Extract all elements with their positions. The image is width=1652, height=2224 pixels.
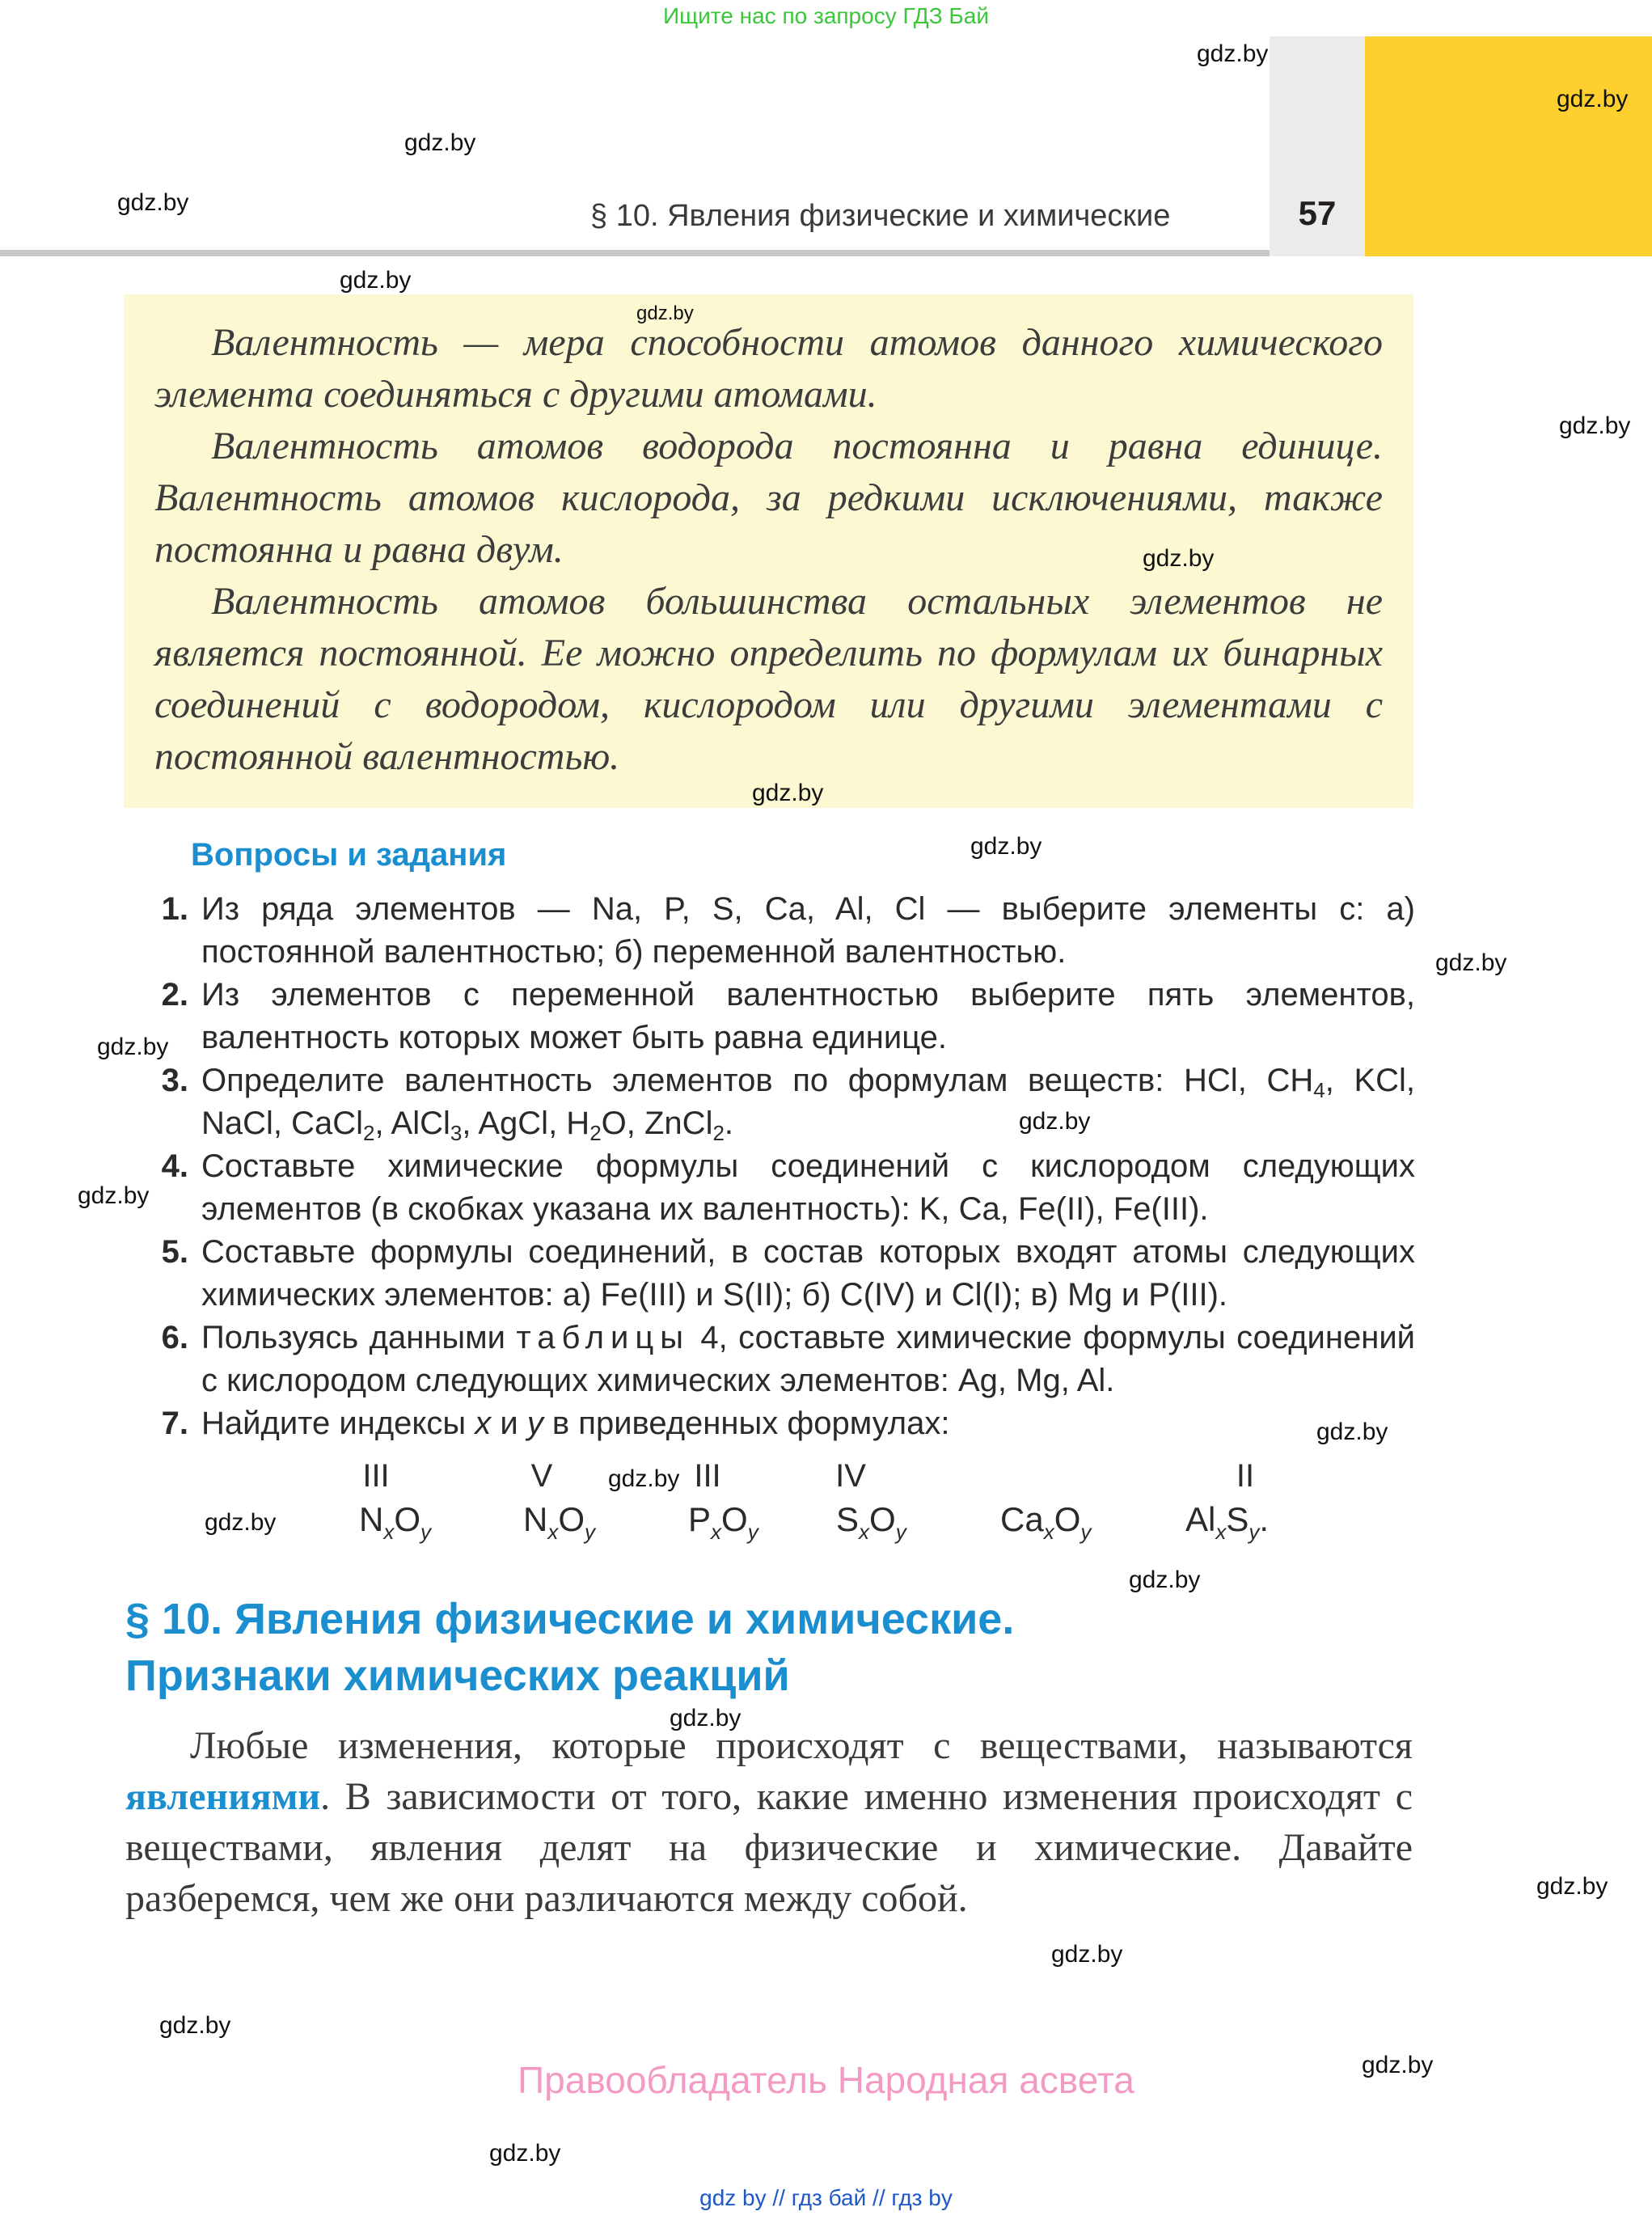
corner-tab: [1365, 36, 1652, 256]
formula: [688, 1500, 758, 1544]
section-heading: [125, 1591, 1014, 1704]
index: x: [711, 1520, 722, 1544]
copyright-notice: Правообладатель Народная асвета: [518, 2059, 1134, 2101]
valence-label: III: [362, 1458, 390, 1494]
element: O: [558, 1500, 585, 1538]
question-item: [150, 974, 1415, 1059]
element: O: [394, 1500, 421, 1538]
watermark: gdz.by: [1559, 412, 1631, 439]
definition-paragraph: Валентность атомов водорода постоянна и равна единице. Валентность атомов кислорода, за редкими исключениями, также постоянна и равна двум.: [154, 425, 1383, 571]
question-item: [150, 1145, 1415, 1231]
watermark: gdz.by: [159, 2012, 231, 2039]
watermark: gdz.by: [205, 1509, 277, 1536]
element: Al: [1185, 1500, 1216, 1538]
watermark: gdz.by: [1129, 1567, 1201, 1593]
body-text: . В зависимости от того, какие именно изменения происходят с веществами, явления делят на физические и химические. Давайте разберемся, чем же они различаются между собой.: [125, 1775, 1413, 1920]
watermark: gdz.by: [752, 780, 824, 806]
question-text: , KCl, NaCl, CaCl: [201, 1063, 1416, 1141]
watermark: gdz.by: [404, 129, 476, 156]
formula: [359, 1500, 432, 1544]
question-text: , AlCl: [374, 1106, 450, 1141]
watermark: gdz.by: [1019, 1108, 1091, 1135]
formula: [836, 1500, 906, 1544]
index: x: [1215, 1520, 1227, 1544]
index: y: [1080, 1520, 1092, 1544]
watermark: gdz.by: [1143, 545, 1215, 572]
element: O: [721, 1500, 748, 1538]
question-text: и: [491, 1406, 527, 1441]
question-item: [150, 1317, 1415, 1402]
question-number: 3.: [161, 1063, 188, 1098]
formula: [523, 1500, 596, 1544]
question-text: 4, составьте химические формулы соединений с кислородом следующих химических элементов: Ag, Mg, Al.: [201, 1320, 1416, 1398]
watermark: gdz.by: [1435, 949, 1507, 976]
index: x: [547, 1520, 559, 1544]
definition-paragraph: Валентность — мера способности атомов данного химического элемента соединяться с другими атомами.: [154, 321, 1383, 416]
question-text: O, ZnCl: [601, 1106, 713, 1141]
watermark: gdz.by: [78, 1182, 150, 1209]
watermark: gdz.by: [1536, 1873, 1608, 1900]
running-title: § 10. Явления физические и химические: [590, 199, 1171, 233]
watermark: gdz.by: [117, 189, 189, 216]
formula: [1185, 1500, 1270, 1544]
questions-heading: Вопросы и задания: [191, 837, 507, 873]
formula: [1000, 1500, 1092, 1544]
element: P: [688, 1500, 712, 1538]
definition-paragraph: Валентность атомов большинства остальных элементов не является постоянной. Ее можно определить по формулам их бинарных соединений с водородом, кислородом или другими элементами с постоянной валентностью.: [154, 580, 1383, 778]
question-text: Составьте химические формулы соединений с кислородом следующих элементов (в скобках указана их валентность): K, Ca, Fe(II), Fe(III).: [201, 1148, 1415, 1227]
question-number: 6.: [161, 1320, 188, 1355]
question-text: Определите валентность элементов по формулам веществ: HCl, CH: [201, 1063, 1314, 1098]
table-reference: таблицы: [516, 1320, 690, 1355]
question-number: 4.: [161, 1148, 188, 1184]
subscript: 2: [589, 1121, 602, 1145]
index: y: [1249, 1520, 1260, 1544]
element: S: [836, 1500, 860, 1538]
watermark: gdz.by: [97, 1034, 169, 1060]
question-text: Пользуясь данными: [201, 1320, 517, 1355]
index: x: [859, 1520, 870, 1544]
question-item: [150, 1059, 1415, 1145]
watermark: gdz.by: [670, 1705, 741, 1731]
body-text: Любые изменения, которые происходят с веществами, называются: [190, 1724, 1413, 1767]
watermark: gdz.by: [1557, 86, 1629, 112]
subscript: 2: [363, 1121, 375, 1145]
header-rule: [0, 250, 1270, 256]
top-banner[interactable]: Ищите нас по запросу ГДЗ Бай: [662, 3, 990, 28]
question-item: [150, 1402, 1415, 1445]
formula-end: .: [1259, 1500, 1270, 1538]
watermark: gdz.by: [489, 2140, 561, 2167]
subscript: 3: [450, 1121, 463, 1145]
question-number: 1.: [161, 891, 188, 927]
question-text: , AgCl, H: [462, 1106, 590, 1141]
question-text: Найдите индексы: [201, 1406, 475, 1441]
section-heading-line: Признаки химических реакций: [125, 1651, 790, 1700]
index: y: [747, 1520, 758, 1544]
index: x: [383, 1520, 395, 1544]
question-text: Составьте формулы соединений, в состав которых входят атомы следующих химических элементов: а) Fe(III) и S(II); б) C(IV) и Cl(I); в) Mg и P(III).: [201, 1234, 1415, 1313]
definition-box: [124, 294, 1413, 808]
question-text: .: [724, 1106, 734, 1141]
key-term: явлениями: [125, 1775, 321, 1818]
question-text: Из ряда элементов — Na, P, S, Ca, Al, Cl — выберите элементы с: а) постоянной валентностью; б) переменной валентностью.: [201, 891, 1415, 970]
footer-links[interactable]: gdz by // гдз бай // гдз by: [699, 2185, 953, 2210]
question-number: 5.: [161, 1234, 188, 1270]
valence-label: III: [694, 1458, 721, 1494]
watermark: gdz.by: [636, 302, 694, 324]
watermark: gdz.by: [1197, 40, 1269, 67]
valence-label: V: [530, 1458, 553, 1494]
question-number: 2.: [161, 977, 188, 1013]
watermark: gdz.by: [608, 1465, 680, 1492]
subscript: 4: [1313, 1078, 1325, 1102]
question-item: [150, 1231, 1415, 1317]
element: O: [869, 1500, 896, 1538]
watermark: gdz.by: [970, 833, 1042, 860]
index: y: [895, 1520, 906, 1544]
variable-y: y: [526, 1406, 543, 1441]
element: N: [523, 1500, 548, 1538]
questions-list: [150, 888, 1415, 1445]
subscript: 2: [712, 1121, 725, 1145]
section-body: [125, 1720, 1413, 1924]
valence-label: II: [1236, 1458, 1255, 1494]
question-item: [150, 888, 1415, 974]
element: S: [1226, 1500, 1249, 1538]
element: N: [359, 1500, 384, 1538]
index: y: [420, 1520, 432, 1544]
element: O: [1054, 1500, 1081, 1538]
valence-label: IV: [835, 1458, 866, 1494]
section-heading-line: § 10. Явления физические и химические.: [125, 1595, 1015, 1643]
watermark: gdz.by: [1362, 2052, 1434, 2078]
question-number: 7.: [161, 1406, 188, 1441]
watermark: gdz.by: [340, 267, 412, 294]
element: Ca: [1000, 1500, 1044, 1538]
question-text: Из элементов с переменной валентностью выберите пять элементов, валентность которых может быть равна единице.: [201, 977, 1415, 1055]
index: x: [1043, 1520, 1054, 1544]
page-number: 57: [1298, 194, 1337, 232]
watermark: gdz.by: [1316, 1419, 1388, 1445]
watermark: gdz.by: [1051, 1941, 1123, 1968]
variable-x: x: [475, 1406, 492, 1441]
question-text: в приведенных формулах:: [543, 1406, 950, 1441]
index: y: [585, 1520, 596, 1544]
